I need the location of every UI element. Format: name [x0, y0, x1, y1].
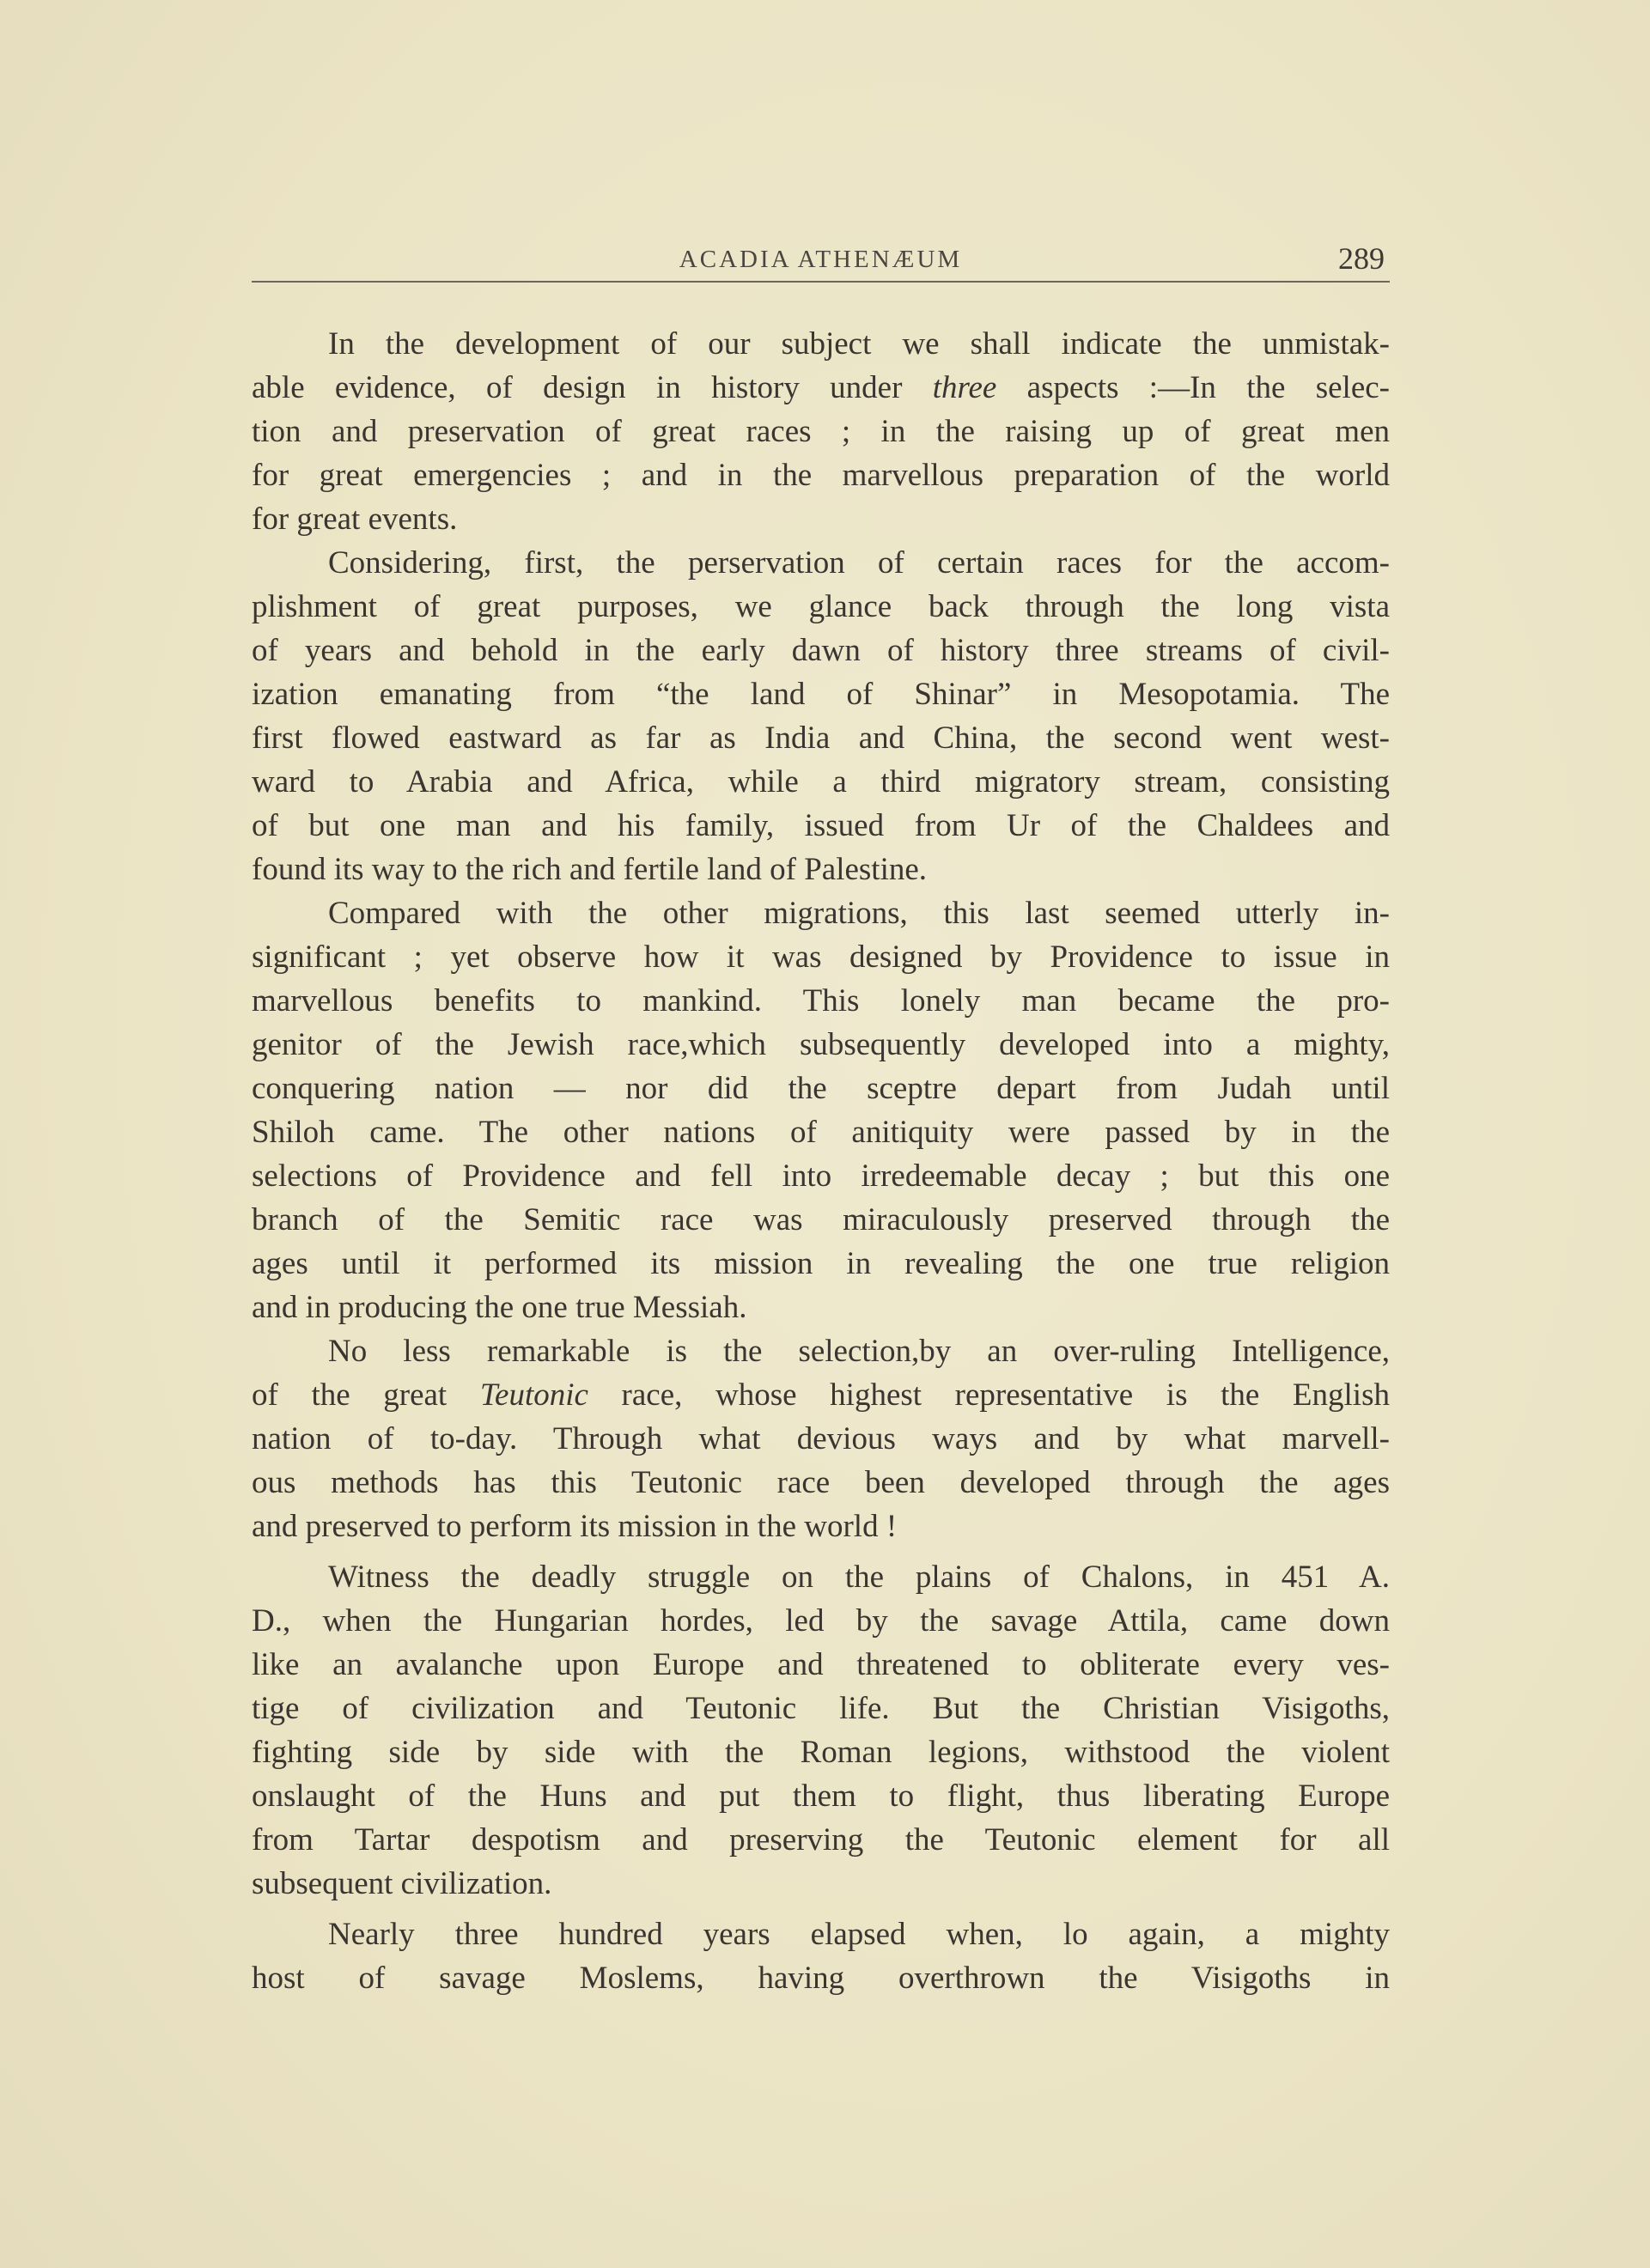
- italic-word: three: [932, 370, 997, 405]
- text-line: from Tartar despotism and preserving the Teutonic element for all: [252, 1822, 1390, 1858]
- text-line: Witness the deadly struggle on the plains of Chalons, in 451 A.: [328, 1560, 1390, 1595]
- text-line: Considering, first, the perservation of certain races for the accom-: [328, 545, 1390, 581]
- text-line: tige of civilization and Teutonic life. But the Christian Visigoths,: [252, 1691, 1390, 1726]
- text-line: Compared with the other migrations, this last seemed utterly in-: [328, 896, 1390, 931]
- text-line: subsequent civilization.: [252, 1866, 552, 1901]
- text-segment: of the great: [252, 1377, 480, 1413]
- text-segment: able evidence, of design in history under: [252, 370, 933, 405]
- text-line: conquering nation — nor did the sceptre depart from Judah until: [252, 1071, 1390, 1106]
- italic-word: Teutonic: [479, 1377, 588, 1413]
- body-text: [252, 322, 1390, 2000]
- text-segment: aspects :—In the selec-: [996, 370, 1390, 405]
- text-line: and preserved to perform its mission in the world !: [252, 1509, 898, 1544]
- text-line: significant ; yet observe how it was designed by Providence to issue in: [252, 939, 1390, 975]
- text-line: tion and preservation of great races ; in the raising up of great men: [252, 414, 1390, 449]
- running-head: ACADIA ATHENÆUM: [679, 246, 963, 273]
- text-line: Nearly three hundred years elapsed when, lo again, a mighty: [328, 1917, 1390, 1952]
- text-line: marvellous benefits to mankind. This lonely man became the pro-: [252, 983, 1390, 1018]
- text-line: [252, 1373, 1390, 1417]
- text-line: of but one man and his family, issued from Ur of the Chaldees and: [252, 808, 1390, 843]
- header-rule: [252, 281, 1390, 283]
- text-line: of years and behold in the early dawn of history three streams of civil-: [252, 633, 1390, 668]
- page-header: [252, 240, 1390, 280]
- text-line: Shiloh came. The other nations of anitiquity were passed by in the: [252, 1115, 1390, 1150]
- text-line: plishment of great purposes, we glance back through the long vista: [252, 589, 1390, 624]
- text-line: for great events.: [252, 502, 458, 537]
- text-line: branch of the Semitic race was miraculously preserved through the: [252, 1202, 1390, 1237]
- text-line: for great emergencies ; and in the marvellous preparation of the world: [252, 458, 1390, 493]
- text-line: In the development of our subject we shall indicate the unmistak-: [328, 326, 1390, 362]
- text-line: first flowed eastward as far as India and China, the second went west-: [252, 721, 1390, 756]
- text-line: fighting side by side with the Roman legions, withstood the violent: [252, 1735, 1390, 1770]
- text-line: onslaught of the Huns and put them to flight, thus liberating Europe: [252, 1779, 1390, 1814]
- text-line: host of savage Moslems, having overthrown the Visigoths in: [252, 1961, 1390, 1996]
- text-line: [252, 366, 1390, 410]
- text-line: nation of to-day. Through what devious ways and by what marvell-: [252, 1421, 1390, 1456]
- text-line: selections of Providence and fell into irredeemable decay ; but this one: [252, 1158, 1390, 1194]
- text-line: D., when the Hungarian hordes, led by the savage Attila, came down: [252, 1603, 1390, 1639]
- text-line: No less remarkable is the selection,by an over-ruling Intelligence,: [328, 1334, 1390, 1369]
- text-segment: race, whose highest representative is the English: [588, 1377, 1390, 1413]
- text-line: ization emanating from “the land of Shinar” in Mesopotamia. The: [252, 677, 1390, 712]
- text-line: found its way to the rich and fertile land of Palestine.: [252, 852, 928, 887]
- text-line: ages until it performed its mission in revealing the one true religion: [252, 1246, 1390, 1281]
- text-line: ous methods has this Teutonic race been developed through the ages: [252, 1465, 1390, 1500]
- text-line: ward to Arabia and Africa, while a third migratory stream, consisting: [252, 764, 1390, 800]
- text-line: like an avalanche upon Europe and threatened to obliterate every ves-: [252, 1647, 1390, 1682]
- text-line: genitor of the Jewish race,which subsequently developed into a mighty,: [252, 1027, 1390, 1062]
- page-number: 289: [1338, 241, 1385, 276]
- text-line: and in producing the one true Messiah.: [252, 1290, 747, 1325]
